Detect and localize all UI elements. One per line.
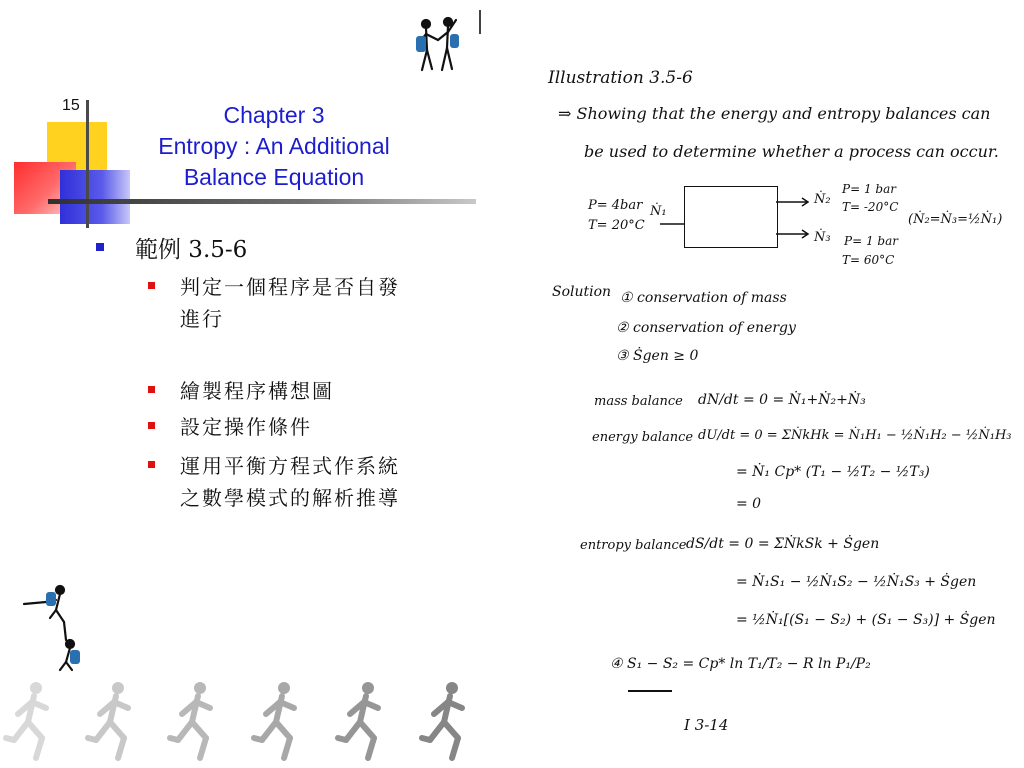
sub-bullet-marker: [148, 282, 155, 289]
logo-decoration: [0, 100, 140, 230]
logo-blue-square: [60, 170, 130, 224]
scan-mark: [479, 10, 481, 34]
title-line-1: Chapter 3: [223, 102, 325, 128]
title-line-2: Entropy : An Additional: [158, 133, 390, 159]
mass-balance-label: mass balance: [594, 394, 683, 409]
energy-balance-eq: dU/dt = 0 = ΣṄkHk = Ṅ₁H₁ − ½Ṅ₁H₂ − ½Ṅ₁H₃: [698, 428, 1012, 443]
main-bullet-marker: [96, 243, 104, 251]
logo-vertical-line: [86, 100, 89, 228]
climbers-icon: [20, 582, 84, 672]
runner-icon: [250, 678, 310, 764]
runner-icon: [418, 678, 478, 764]
notes-header: Illustration 3.5-6: [548, 68, 693, 88]
mass-balance-eq: dN/dt = 0 = Ṅ₁+Ṅ₂+Ṅ₃: [698, 392, 866, 408]
stream-arrows: [650, 190, 820, 250]
entropy-balance-eq-2: = Ṅ₁S₁ − ½Ṅ₁S₂ − ½Ṅ₁S₃ + Ṡgen: [736, 574, 977, 590]
underline-mark: [628, 690, 672, 692]
split-relation: (Ṅ₂=Ṅ₃=½Ṅ₁): [908, 212, 1003, 227]
sub-bullet-text: 繪製程序構想圖: [180, 379, 334, 403]
notes-intro-2: be used to determine whether a process can occur.: [584, 142, 999, 161]
entropy-balance-eq-3: = ½Ṅ₁[(S₁ − S₂) + (S₁ − S₃)] + Ṡgen: [736, 612, 996, 628]
runner-icon: [84, 678, 144, 764]
main-bullet-text: 範例 3.5-6: [135, 237, 248, 263]
energy-balance-eq-2: = Ṅ₁ Cp* (T₁ − ½T₂ − ½T₃): [736, 464, 930, 480]
outlet-2-label: Ṅ₂: [814, 192, 831, 207]
energy-balance-eq-3: = 0: [736, 496, 762, 512]
notes-intro-1: ⇒ Showing that the energy and entropy balances can: [558, 104, 991, 123]
solution-step-3: ③ Ṡgen ≥ 0: [616, 348, 699, 364]
sub-bullet-text-cont: 之數學模式的解析推導: [180, 486, 400, 510]
outlet-3-pressure: P= 1 bar: [844, 234, 898, 248]
handwritten-notes: [490, 0, 1024, 768]
slide-number: 15: [62, 97, 80, 114]
page-reference: I 3-14: [684, 716, 729, 734]
solution-label: Solution: [552, 284, 612, 300]
inlet-stream-label: Ṅ₁: [650, 204, 667, 219]
outlet-2-temperature: T= -20°C: [842, 200, 899, 214]
runners-decoration: [0, 678, 490, 768]
inlet-temperature: T= 20°C: [588, 218, 645, 233]
sub-bullet-marker: [148, 422, 155, 429]
inlet-pressure: P= 4bar: [588, 198, 643, 213]
energy-balance-label: energy balance: [592, 430, 694, 445]
runner-icon: [166, 678, 226, 764]
sub-bullet-text: 設定操作條件: [180, 415, 312, 439]
sub-bullet-marker: [148, 386, 155, 393]
outlet-2-pressure: P= 1 bar: [842, 182, 896, 196]
sub-bullet-text: 運用平衡方程式作系統: [180, 454, 400, 478]
entropy-balance-eq: dS/dt = 0 = ΣṄkSk + Ṡgen: [686, 536, 880, 552]
solution-step-1: ① conservation of mass: [620, 290, 787, 306]
solution-step-2: ② conservation of energy: [616, 320, 796, 336]
outlet-3-temperature: T= 60°C: [842, 253, 895, 267]
sub-bullet-marker: [148, 461, 155, 468]
runner-icon: [334, 678, 394, 764]
entropy-balance-label: entropy balance: [580, 538, 687, 553]
solution-step-4: ④ S₁ − S₂ = Cp* ln T₁/T₂ − R ln P₁/P₂: [610, 656, 871, 672]
outlet-3-label: Ṅ₃: [814, 230, 831, 245]
title-divider: [48, 199, 476, 204]
sub-bullet-text: 判定一個程序是否自發: [180, 275, 400, 299]
sub-bullet-text-cont: 進行: [180, 307, 224, 331]
title-line-3: Balance Equation: [183, 164, 365, 190]
runner-icon: [2, 678, 62, 764]
slide-title: [138, 100, 410, 193]
hikers-icon: [412, 14, 464, 76]
